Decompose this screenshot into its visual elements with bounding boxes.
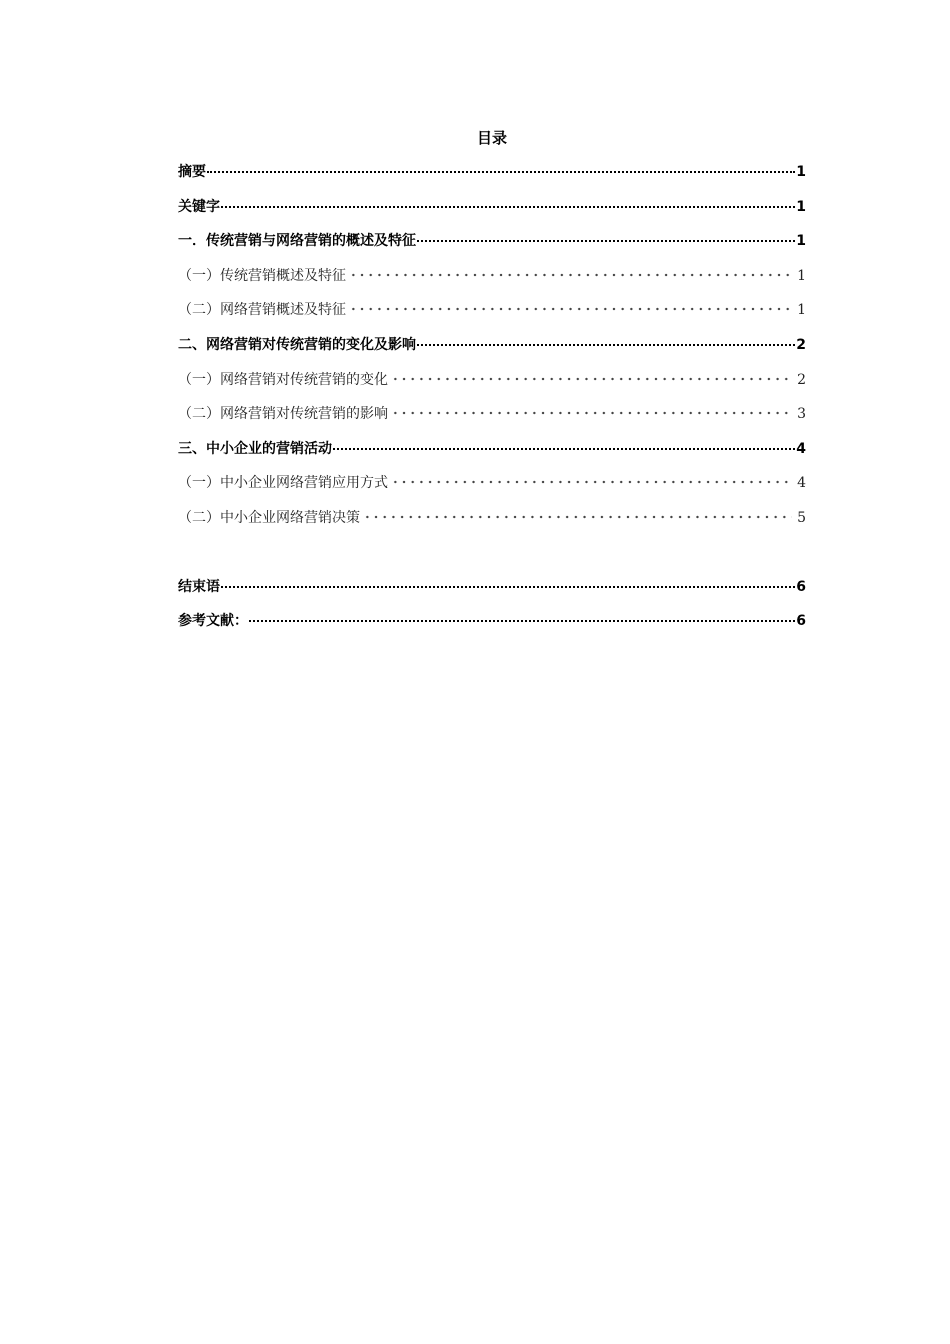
dot-leader <box>391 377 792 381</box>
toc-entry-section-2-1[interactable] <box>178 368 806 403</box>
toc-entry-label: 摘要 <box>178 164 206 180</box>
toc-entry-page-number: 3 <box>797 406 806 423</box>
dot-leader <box>221 204 795 208</box>
toc-title: 目录 <box>476 129 507 147</box>
dot-leader <box>249 618 795 622</box>
toc-entry-page-number: 4 <box>796 440 806 457</box>
toc-entry-label: （二）网络营销概述及特征 <box>178 302 346 319</box>
toc-entry-page-number: 1 <box>796 198 806 215</box>
dot-leader <box>333 446 795 450</box>
toc-entry-label: 二、网络营销对传统营销的变化及影响 <box>178 336 416 353</box>
dot-leader <box>363 515 792 519</box>
dot-leader <box>417 342 795 346</box>
toc-entry-section-3-1[interactable] <box>178 471 806 506</box>
toc-entry-keywords[interactable] <box>178 195 806 230</box>
toc-entry-page-number: 1 <box>796 233 806 250</box>
toc-entry-page-number: 4 <box>797 475 806 492</box>
toc-entry-label: 一．传统营销与网络营销的概述及特征 <box>178 233 416 250</box>
toc-entry-label: （二）网络营销对传统营销的影响 <box>178 406 388 423</box>
toc-entry-section-2-2[interactable] <box>178 402 806 437</box>
toc-entry-chapter-1[interactable] <box>178 229 806 264</box>
toc-entry-chapter-2[interactable] <box>178 333 806 368</box>
dot-leader <box>221 584 795 588</box>
dot-leader <box>391 411 792 415</box>
toc-entry-section-1-1[interactable] <box>178 264 806 299</box>
toc-entry-label: （一）中小企业网络营销应用方式 <box>178 475 388 492</box>
toc-entry-label: （一）传统营销概述及特征 <box>178 267 346 284</box>
toc-entry-label: 三、中小企业的营销活动 <box>178 440 332 457</box>
toc-entry-abstract[interactable] <box>178 160 806 195</box>
toc-entry-chapter-3[interactable] <box>178 437 806 472</box>
toc-list <box>178 160 806 644</box>
dot-leader <box>417 238 795 242</box>
toc-entry-conclusion[interactable] <box>178 575 806 610</box>
toc-entry-label: 结束语 <box>178 578 220 595</box>
toc-spacer <box>178 541 806 575</box>
toc-entry-page-number: 6 <box>796 578 806 595</box>
toc-entry-references[interactable] <box>178 609 806 644</box>
toc-entry-page-number: 1 <box>797 302 806 319</box>
toc-entry-page-number: 5 <box>797 509 806 526</box>
toc-entry-label: 关键字 <box>178 198 220 215</box>
toc-entry-label: 参考文献： <box>178 613 248 630</box>
toc-entry-page-number: 1 <box>797 267 806 284</box>
toc-entry-page-number: 2 <box>796 336 806 353</box>
toc-entry-section-1-2[interactable] <box>178 298 806 333</box>
dot-leader <box>391 480 792 484</box>
toc-entry-page-number: 6 <box>796 613 806 630</box>
toc-entry-label: （二）中小企业网络营销决策 <box>178 509 360 526</box>
dot-leader <box>207 169 795 173</box>
toc-entry-page-number: 2 <box>797 371 806 388</box>
toc-entry-section-3-2[interactable] <box>178 506 806 541</box>
dot-leader <box>349 273 792 277</box>
dot-leader <box>349 307 792 311</box>
toc-entry-page-number: 1 <box>796 164 806 180</box>
toc-entry-label: （一）网络营销对传统营销的变化 <box>178 371 388 388</box>
